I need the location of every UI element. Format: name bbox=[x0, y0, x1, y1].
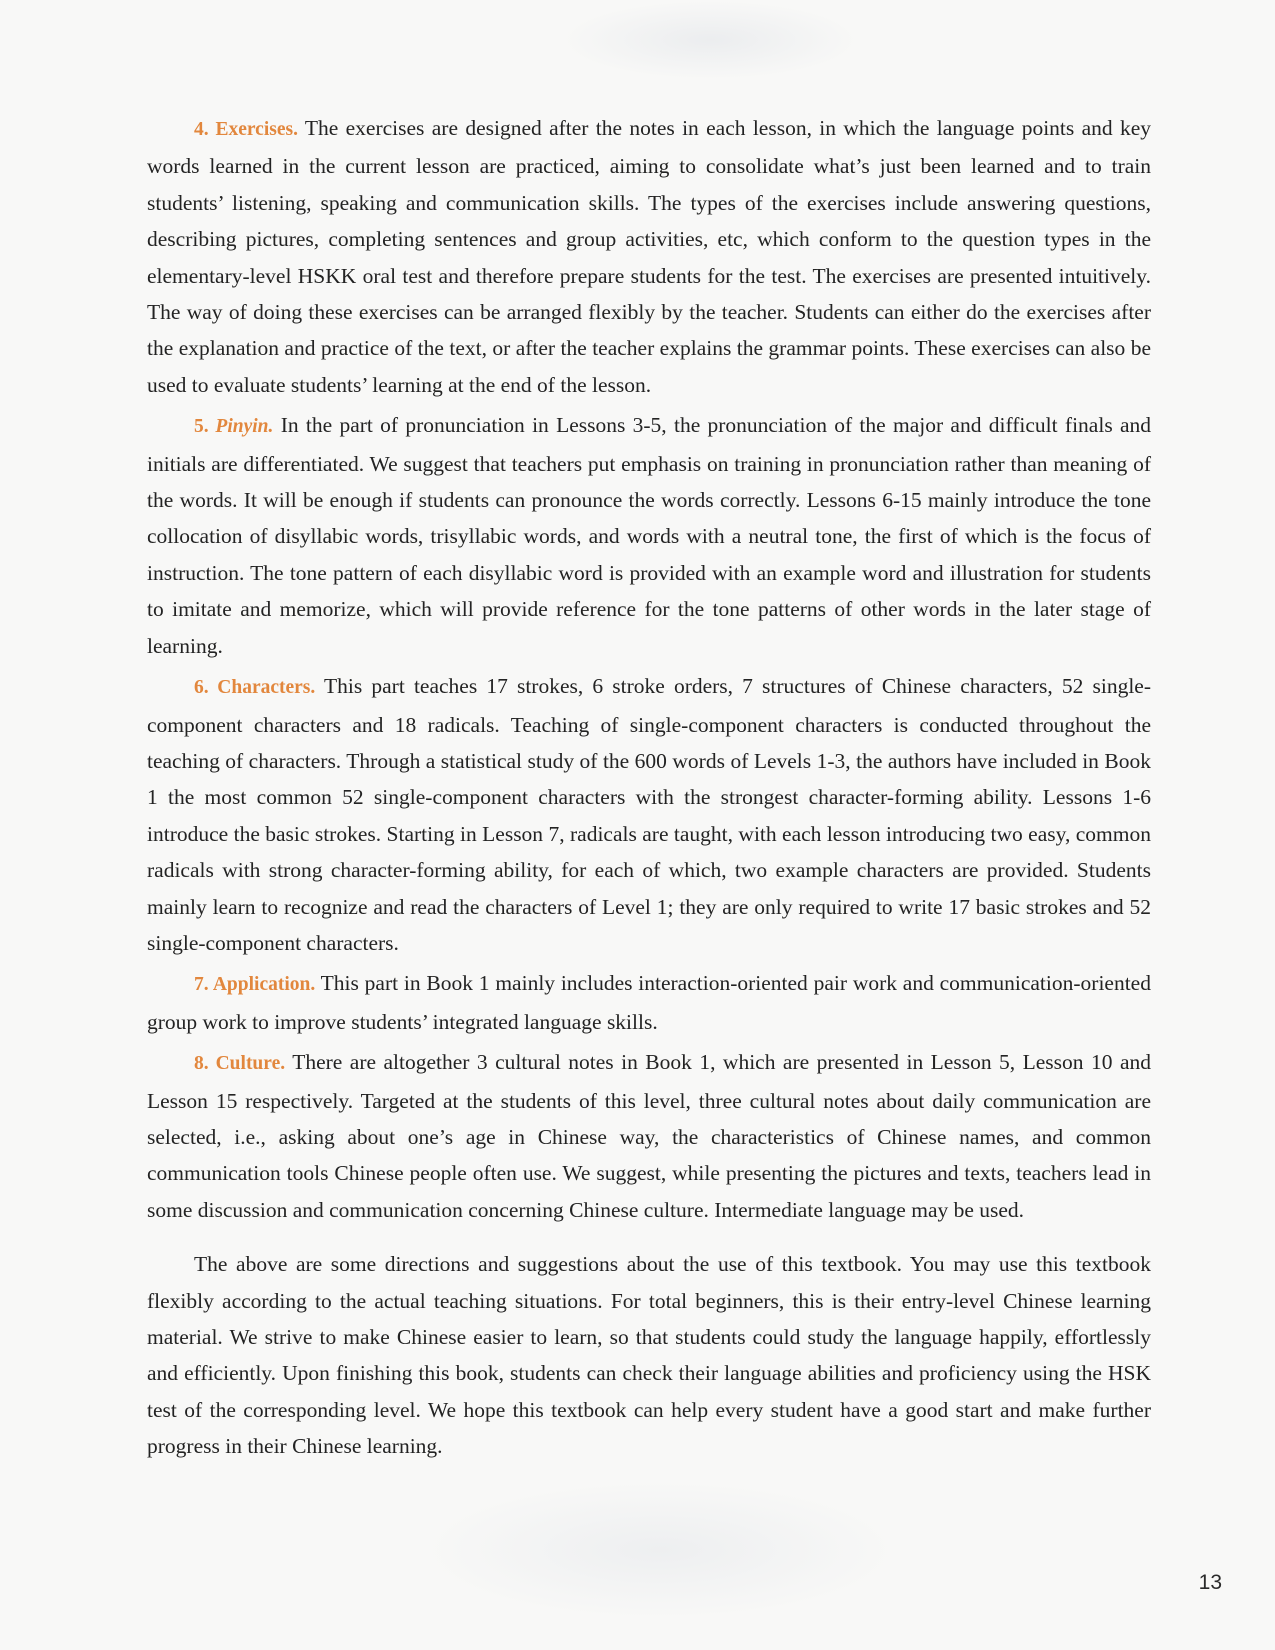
section-exercises bbox=[147, 110, 1151, 403]
section-title: Characters. bbox=[217, 677, 316, 699]
section-title: Culture. bbox=[215, 1053, 286, 1075]
section-title: Exercises. bbox=[215, 119, 298, 140]
page-number: 13 bbox=[1198, 1571, 1222, 1594]
page-body bbox=[147, 110, 1151, 1469]
section-heading bbox=[194, 677, 315, 698]
section-text: The exercises are designed after the notes in each lesson, in which the language points and key words learned in the current lesson are practiced, aiming to consolidate what’s just been learned and to train students’ listening, speaking and communication skills. The types of the exercises include answering questions, describing pictures, completing sentences and group activities, etc, which conform to the question types in the elementary-level HSKK oral test and therefore prepare students for the test. The exercises are presented intuitively. The way of doing these exercises can be arranged flexibly by the teacher. Students can either do the exercises after the explanation and practice of the text, or after the teacher explains the grammar points. These exercises can also be used to evaluate students’ learning at the end of the lesson. bbox=[147, 116, 1151, 397]
section-number: 6. bbox=[194, 677, 209, 699]
section-heading bbox=[194, 1053, 285, 1074]
section-text: In the part of pronunciation in Lessons 3-5, the pronunciation of the major and difficult finals and initials are differentiated. We suggest that teachers put emphasis on training in pronunciation rather than meaning of the words. It will be enough if students can pronounce the words correctly. Lessons 6-15 mainly introduce the tone collocation of disyllabic words, trisyllabic words, and words with a neutral tone, the first of which is the focus of instruction. The tone pattern of each disyllabic word is provided with an example word and illustration for students to imitate and memorize, which will provide reference for the tone patterns of other words in the later stage of learning. bbox=[147, 413, 1152, 658]
scan-shadow-top bbox=[560, 0, 860, 80]
section-number: 4. bbox=[194, 119, 209, 140]
section-heading bbox=[194, 119, 298, 140]
section-text: This part teaches 17 strokes, 6 stroke orders, 7 structures of Chinese characters, 52 single-component characters and 18 radicals. Teaching of single-component characters is conducted throughout the teaching of characters. Through a statistical study of the 600 words of Levels 1-3, the authors have included in Book 1 the most common 52 single-component characters with the strongest character-forming ability. Lessons 1-6 introduce the basic strokes. Starting in Lesson 7, radicals are taught, with each lesson introducing two easy, common radicals with strong character-forming ability, for each of which, two example characters are provided. Students mainly learn to recognize and read the characters of Level 1; they are only required to write 17 basic strokes and 52 single-component characters. bbox=[147, 674, 1151, 955]
section-culture bbox=[147, 1044, 1151, 1228]
section-heading bbox=[194, 974, 315, 995]
section-pinyin bbox=[147, 407, 1151, 664]
section-number: 5. bbox=[194, 416, 209, 438]
section-application bbox=[147, 965, 1151, 1040]
section-text: This part in Book 1 mainly includes interaction-oriented pair work and communication-oriented group work to improve students’ integrated language skills. bbox=[147, 971, 1151, 1034]
section-heading bbox=[194, 416, 273, 437]
scan-shadow-bottom bbox=[420, 1480, 900, 1620]
section-title: Application. bbox=[212, 974, 316, 996]
section-number: 8. bbox=[194, 1053, 209, 1075]
closing-paragraph: The above are some directions and suggestions about the use of this textbook. You may use this textbook flexibly according to the actual teaching situations. For total beginners, this is their entry-level Chinese learning material. We strive to make Chinese easier to learn, so that students could study the language happily, effortlessly and efficiently. Upon finishing this book, students can check their language abilities and proficiency using the HSK test of the corresponding level. We hope this textbook can help every student have a good start and make further progress in their Chinese learning. bbox=[147, 1252, 1151, 1459]
section-title: Pinyin. bbox=[215, 416, 274, 438]
section-characters bbox=[147, 668, 1151, 961]
section-text: There are altogether 3 cultural notes in Book 1, which are presented in Lesson 5, Lesson 10 and Lesson 15 respectively. Targeted at the students of this level, three cultural notes about daily communication are selected, i.e., asking about one’s age in Chinese way, the characteristics of Chinese names, and common communication tools Chinese people often use. We suggest, while presenting the pictures and texts, teachers lead in some discussion and communication concerning Chinese culture. Intermediate language may be used. bbox=[147, 1050, 1151, 1222]
section-number: 7. bbox=[194, 974, 209, 996]
